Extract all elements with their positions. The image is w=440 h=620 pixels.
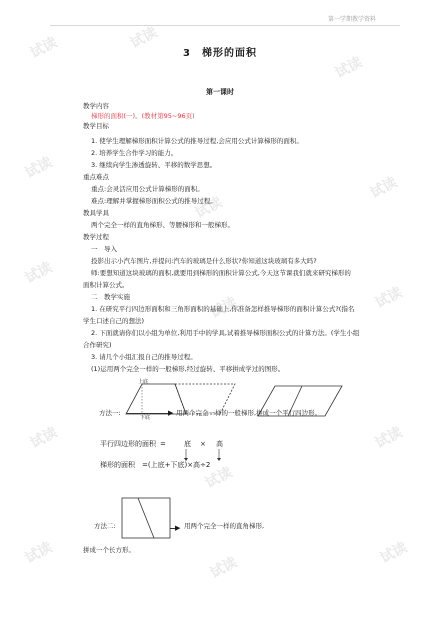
watermark: 试读 bbox=[332, 54, 365, 82]
text-line: 1. 使学生理解梯形面积计算公式的推导过程,会应用公式计算梯形的面积。 bbox=[91, 137, 303, 145]
text-line: 合作研究) bbox=[83, 341, 112, 349]
watermark: 试读 bbox=[207, 294, 240, 322]
method-one-result: 用两个完全一样的一般梯形,拼成一个平行四边形。 bbox=[176, 409, 322, 417]
text-line: 2. 下面就请你们以小组为单位,利用手中的学具,试着推导梯形面积公式的计算方法。(学生小组 bbox=[91, 329, 360, 337]
text-line: 2. 培养学生合作学习的能力。 bbox=[91, 149, 178, 157]
header-note: 第一学期教学资料 bbox=[328, 16, 377, 23]
watermark: 试读 bbox=[22, 154, 55, 182]
bottom-base-label: 下底 bbox=[140, 415, 151, 421]
text-line: 学生口述自己的想法) bbox=[83, 317, 145, 325]
watermark: 试读 bbox=[27, 424, 60, 452]
arrow-right-icon: ▶ bbox=[175, 524, 181, 532]
subsection-heading: 一 导入 bbox=[91, 245, 117, 253]
watermark: 试读 bbox=[372, 424, 405, 452]
split-line bbox=[138, 498, 154, 538]
formula-row-1-height: 高 bbox=[216, 440, 223, 448]
text-line: 师:要想知道这块玻璃的面积,就要用到梯形的面积计算公式,今天这节课我们就来研究梯形的 bbox=[91, 269, 351, 277]
formula-row-1-base: 底 bbox=[184, 440, 191, 448]
watermark: 试读 bbox=[22, 259, 55, 287]
formula-row-1-equals: = bbox=[160, 440, 166, 448]
text-line: 3. 继续向学生渗透旋转、平移的数学思想。 bbox=[91, 161, 217, 169]
header-divider bbox=[50, 25, 400, 26]
watermark: 试读 bbox=[22, 539, 55, 567]
method-two-result-cont: 拼成一个长方形。 bbox=[83, 546, 135, 554]
trapezoid-area-formula: =(上底+下底)×高÷2 bbox=[142, 461, 211, 469]
trapezoid-diagram-two bbox=[118, 494, 181, 544]
formula-row-2-label: 梯形的面积 bbox=[100, 461, 135, 469]
text-line: 3. 请几个小组汇报自己的推导过程。 bbox=[91, 353, 197, 361]
watermark: 试读 bbox=[372, 284, 405, 312]
watermark: 试读 bbox=[207, 554, 240, 582]
top-base-label: 上底 bbox=[138, 379, 149, 385]
text-line: 难点:理解并掌握梯形面积公式的推导过程。 bbox=[91, 197, 217, 205]
subsection-heading: 二 教学实施 bbox=[91, 293, 130, 301]
watermark: 试读 bbox=[127, 24, 160, 52]
watermark: 试读 bbox=[27, 34, 60, 62]
formula-row-1-times: × bbox=[200, 440, 206, 448]
text-line: (1)运用两个完全一样的一般梯形,经过旋转、平移拼成学过的图形。 bbox=[91, 365, 285, 373]
text-line: 投影出示小汽车图片,并提问:汽车的玻璃是什么形状?你知道这块玻璃有多大吗? bbox=[91, 257, 317, 265]
text-line: 重点:会灵活应用公式计算梯形的面积。 bbox=[91, 185, 204, 193]
section-heading: 教具学具 bbox=[83, 209, 109, 217]
section-heading: 教学过程 bbox=[83, 233, 109, 241]
arrow-line bbox=[127, 413, 172, 414]
trapezoid-diagram-one bbox=[120, 378, 370, 426]
page-title: 3 梯形的面积 bbox=[183, 48, 257, 59]
section-heading: 教学目标 bbox=[83, 122, 109, 130]
section-heading: 重点难点 bbox=[83, 173, 109, 181]
text-line: 1. 在研究平行四边形面积和三角形面积的基础上,你准备怎样推导梯形的面积计算公式?(指名 bbox=[91, 305, 355, 313]
formula-row-1-label: 平行四边形的面积 bbox=[100, 440, 156, 448]
lesson-content: 梯形的面积(一)。(教材第95~96页) bbox=[91, 112, 195, 120]
text-line: 两个完全一样的直角梯形、等腰梯形和一般梯形。 bbox=[91, 221, 234, 229]
watermark: 试读 bbox=[367, 174, 400, 202]
formula-arrows bbox=[162, 448, 242, 462]
method-two-label: 方法二: bbox=[94, 522, 116, 530]
lesson-heading: 第一课时 bbox=[206, 88, 234, 96]
watermark: 试读 bbox=[377, 539, 410, 567]
method-one-label: 方法一: bbox=[99, 409, 121, 417]
section-heading: 教学内容 bbox=[83, 102, 109, 110]
watermark: 试读 bbox=[192, 194, 225, 222]
text-line: 面积计算公式。 bbox=[83, 281, 129, 289]
method-two-result: 用两个完全一样的直角梯形, bbox=[184, 522, 265, 530]
arrow-right-icon: ▶ bbox=[168, 409, 174, 417]
watermark: 试读 bbox=[202, 464, 235, 492]
